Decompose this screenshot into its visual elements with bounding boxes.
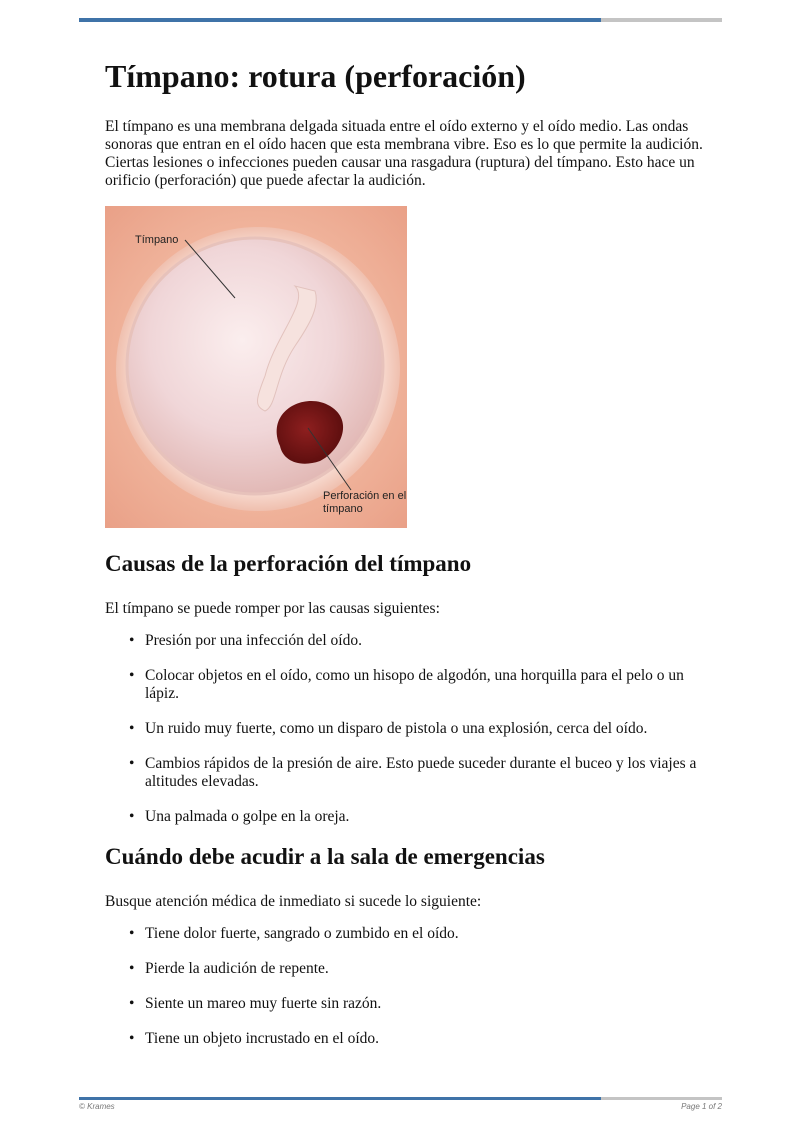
section-heading-causes: Causas de la perforación del tímpano bbox=[105, 551, 472, 576]
list-item: • Un ruido muy fuerte, como un disparo de pistola o una explosión, cerca del oído. bbox=[105, 720, 705, 738]
list-item: • Presión por una infección del oído. bbox=[105, 632, 705, 650]
bottom-accent-bar-gray bbox=[601, 1097, 722, 1100]
document-content bbox=[105, 56, 705, 1065]
list-item: • Colocar objetos en el oído, como un hisopo de algodón, una horquilla para el pelo o un lápiz. bbox=[105, 667, 705, 703]
top-accent-bar-blue bbox=[79, 18, 601, 22]
tympanic-membrane bbox=[127, 238, 383, 494]
list-item: • Siente un mareo muy fuerte sin razón. bbox=[105, 995, 705, 1013]
emergency-list bbox=[105, 925, 705, 1048]
list-item: • Tiene dolor fuerte, sangrado o zumbido en el oído. bbox=[105, 925, 705, 943]
footer-page-number: Page 1 of 2 bbox=[681, 1102, 722, 1111]
intro-paragraph: El tímpano es una membrana delgada situada entre el oído externo y el oído medio. Las ondas sonoras que entran en el oído hacen que esta membrana vibre. Eso es lo que permite la audición. Ciertas lesiones o infecciones pueden causar una rasgadura (ruptura) del tímpano. Esto hace un orificio (perforación) que puede afectar la audición. bbox=[105, 118, 703, 189]
causes-list bbox=[105, 632, 705, 826]
list-item: • Una palmada o golpe en la oreja. bbox=[105, 808, 705, 826]
list-item: • Tiene un objeto incrustado en el oído. bbox=[105, 1030, 705, 1048]
eardrum-illustration bbox=[105, 206, 407, 528]
top-accent-bar bbox=[79, 18, 722, 22]
footer-copyright: © Krames bbox=[79, 1102, 115, 1111]
bottom-accent-bar bbox=[79, 1097, 722, 1100]
bottom-accent-bar-blue bbox=[79, 1097, 601, 1100]
causes-intro: El tímpano se puede romper por las causas siguientes: bbox=[105, 600, 440, 617]
page-title: Tímpano: rotura (perforación) bbox=[105, 58, 526, 94]
figure-label-perforation: Perforación en el tímpano bbox=[323, 490, 407, 515]
figure-label-tympanum: Tímpano bbox=[135, 234, 179, 246]
eardrum-drawing bbox=[105, 206, 407, 528]
top-accent-bar-gray bbox=[601, 18, 722, 22]
section-heading-emergency: Cuándo debe acudir a la sala de emergencias bbox=[105, 844, 545, 869]
list-item: • Pierde la audición de repente. bbox=[105, 960, 705, 978]
list-item: • Cambios rápidos de la presión de aire. Esto puede suceder durante el buceo y los viajes a altitudes elevadas. bbox=[105, 755, 705, 791]
emergency-intro: Busque atención médica de inmediato si sucede lo siguiente: bbox=[105, 893, 482, 910]
